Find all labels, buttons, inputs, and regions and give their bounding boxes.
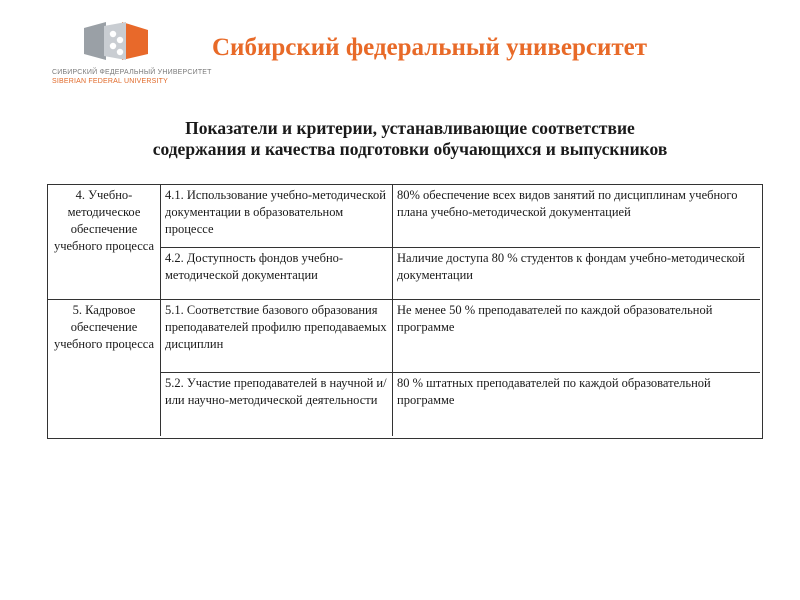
logo-text-ru: СИБИРСКИЙ ФЕДЕРАЛЬНЫЙ УНИВЕРСИТЕТ (52, 69, 212, 76)
university-name: Сибирский федеральный университет (212, 34, 648, 61)
group-label: 4. Учебно-методическое обеспечение учебного процесса (48, 185, 161, 300)
title-line-2: содержания и качества подготовки обучающихся и выпускников (152, 139, 668, 159)
indicator-cell: 80% обеспечение всех видов занятий по дисциплинам учебного плана учебно-методической документацией (393, 185, 760, 248)
logo-text-en: SIBERIAN FEDERAL UNIVERSITY (52, 78, 168, 85)
group-label: 5. Кадровое обеспечение учебного процесса (48, 300, 161, 436)
criterion-cell: 5.1. Соответствие базового образования преподавателей профилю преподаваемых дисциплин (161, 300, 393, 373)
indicator-cell: Наличие доступа 80 % студентов к фондам учебно-методической документации (393, 248, 760, 300)
university-logo (52, 18, 212, 88)
title-line-1: Показатели и критерии, устанавливающие соответствие (185, 118, 635, 138)
criteria-table (47, 184, 763, 439)
criterion-cell: 4.2. Доступность фондов учебно-методической документации (161, 248, 393, 300)
criterion-cell: 5.2. Участие преподавателей в научной и/или научно-методической деятельности (161, 373, 393, 436)
indicator-cell: 80 % штатных преподавателей по каждой образовательной программе (397, 376, 711, 407)
logo-emblem-icon (82, 18, 162, 66)
criterion-cell: 4.1. Использование учебно-методической документации в образовательном процессе (161, 185, 393, 248)
indicator-cell: Не менее 50 % преподавателей по каждой образовательной программе (393, 300, 760, 373)
page-title (60, 118, 760, 160)
